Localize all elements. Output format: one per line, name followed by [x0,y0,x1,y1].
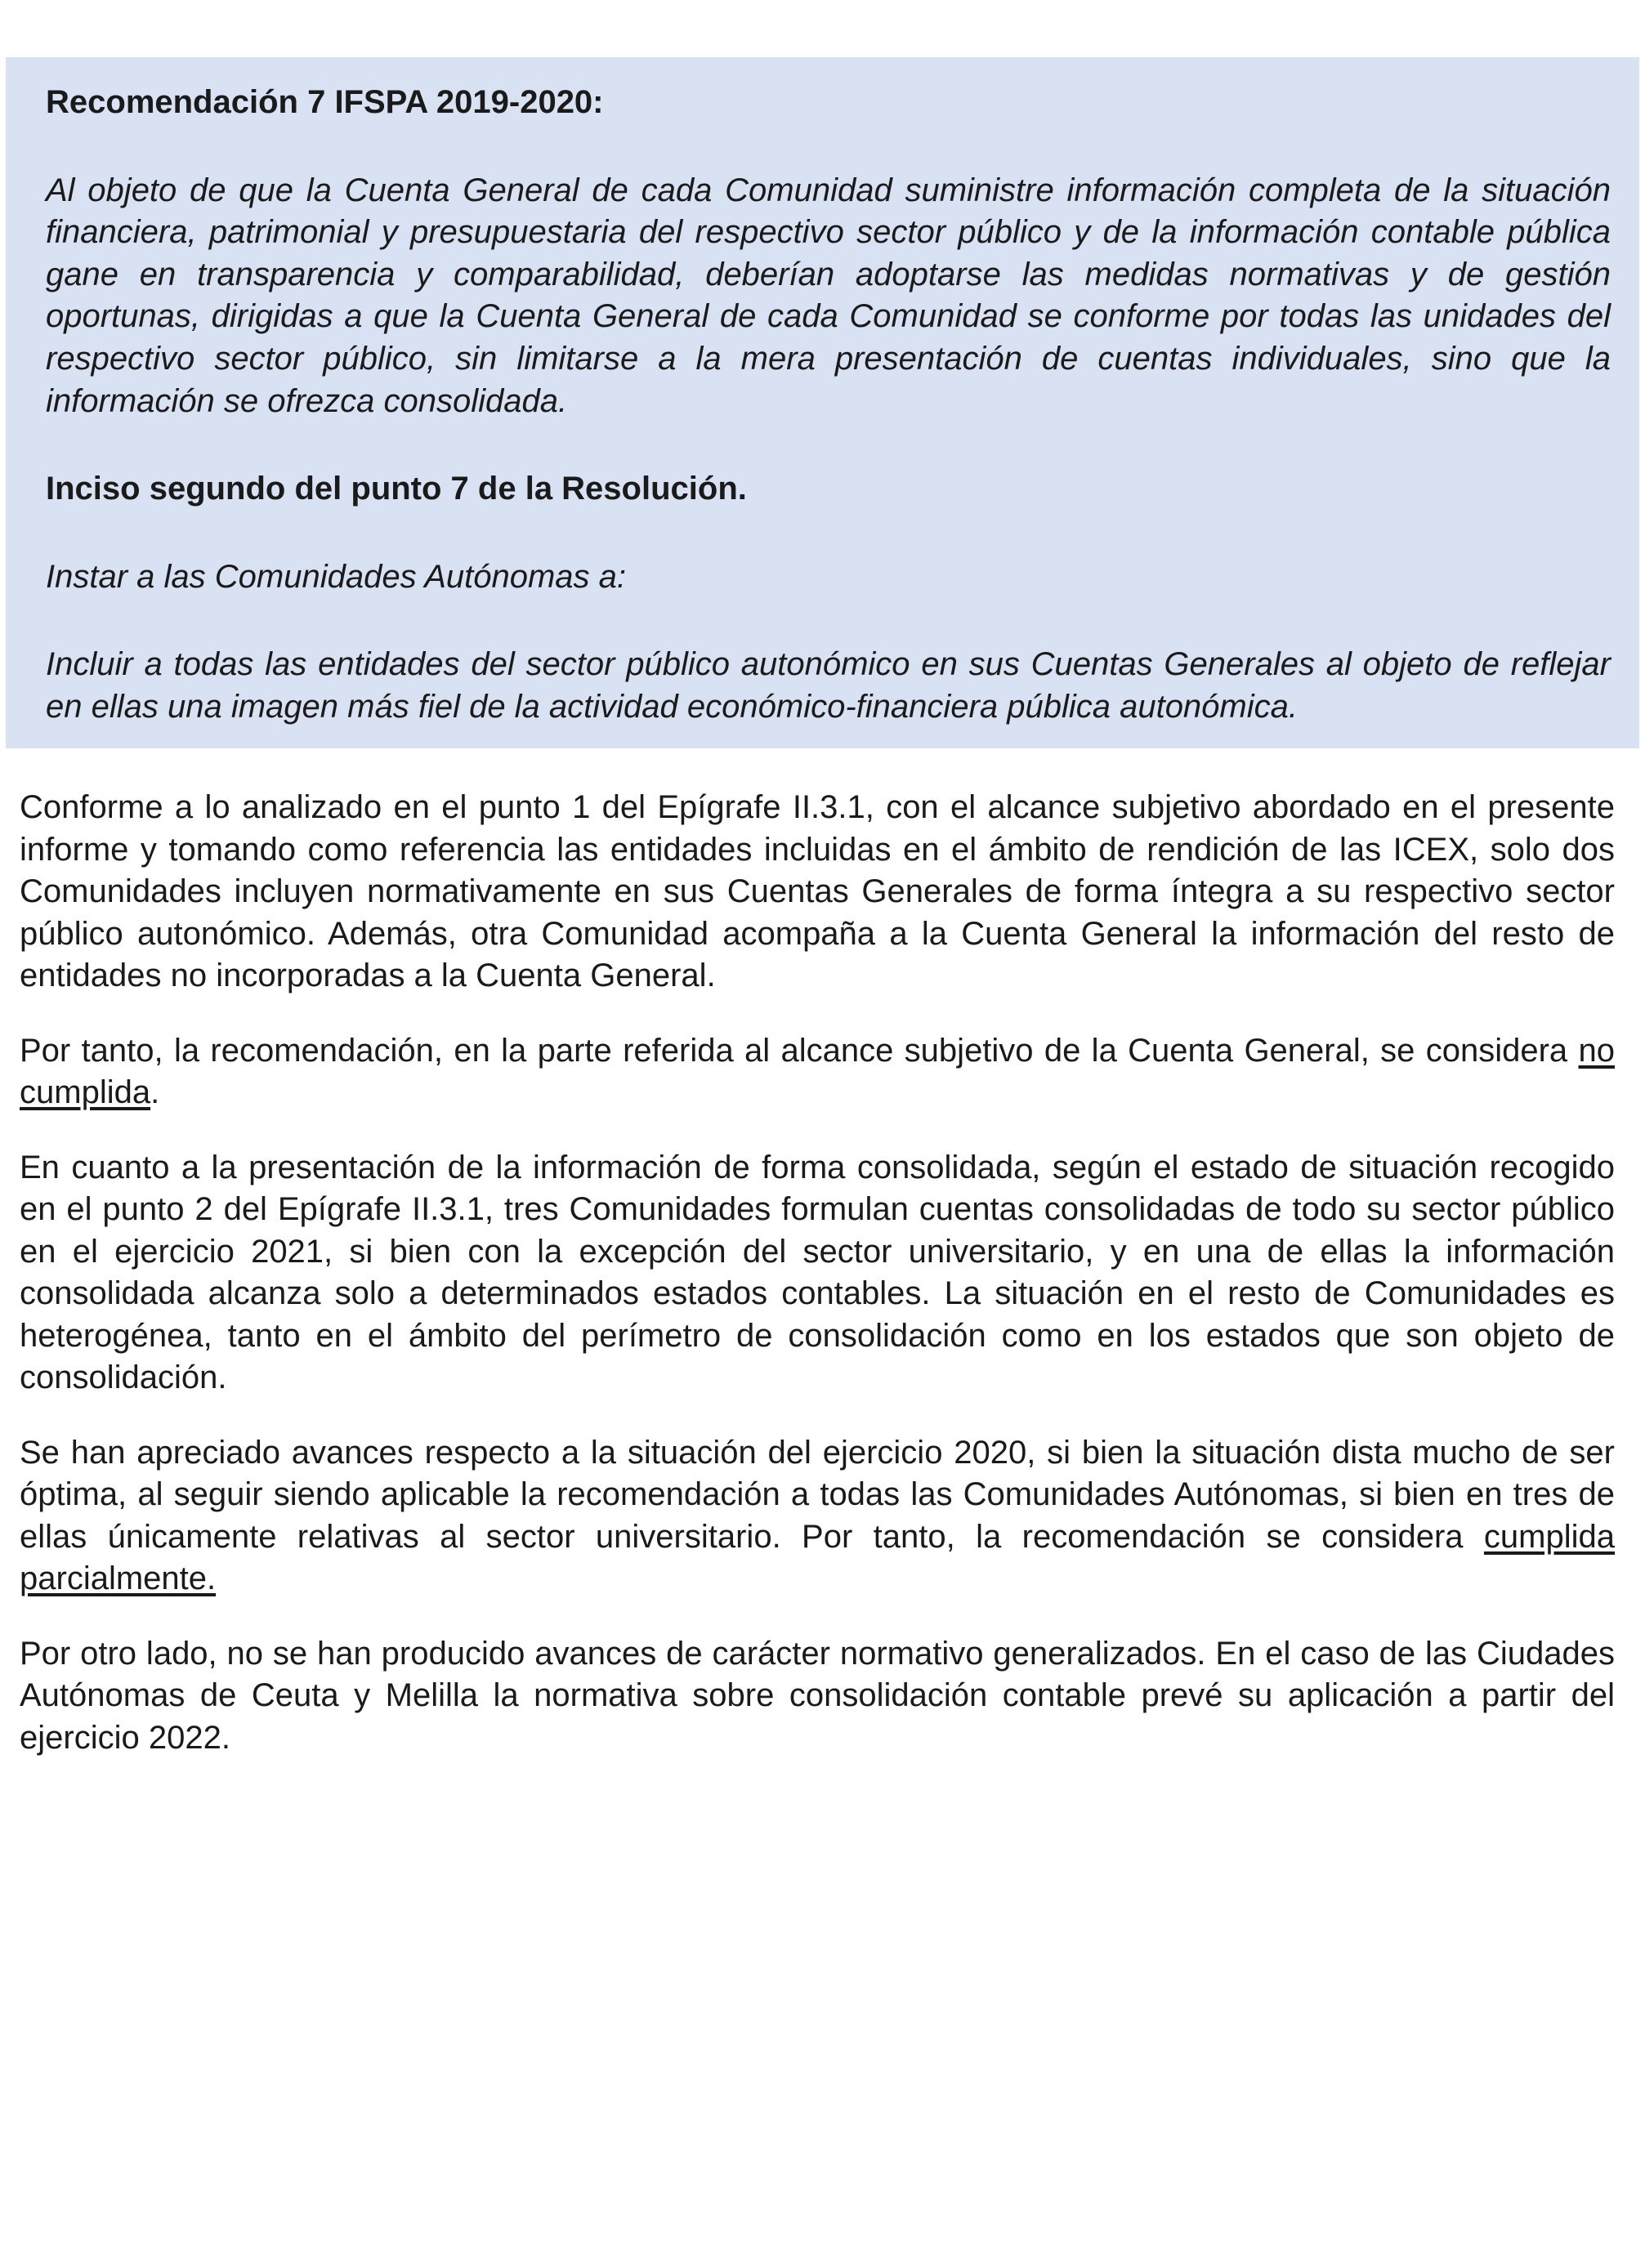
resolution-subheading: Inciso segundo del punto 7 de la Resolución. [46,471,747,507]
recommendation-title: Recomendación 7 IFSPA 2019-2020: [46,84,604,120]
paragraph-4-text: Se han apreciado avances respecto a la situación del ejercicio 2020, si bien la situación dista mucho de ser óptima, al seguir siendo aplicable la recomendación a todas las Comunidades Autónomas, si bien en tres de ellas únicamente relativas al sector universitario. Por tanto, la recomendación se considera [20,1434,1615,1555]
resolution-instruction: Instar a las Comunidades Autónomas a: [46,558,627,595]
paragraph-3: En cuanto a la presentación de la información de forma consolidada, según el estado de situación recogido en el punto 2 del Epígrafe II.3.1, tres Comunidades formulan cuentas consolidadas de todo su sector público en el ejercicio 2021, si bien con la excepción del sector universitario, y en una de ellas la información consolidada alcanza solo a determinados estados contables. La situación en el resto de Comunidades es heterogénea, tanto en el ámbito del perímetro de consolidación como en los estados que son objeto de consolidación. [20,1149,1615,1395]
assessment-body [20,787,1615,1792]
status-partially-fulfilled: cumplida parcialmente. [20,1518,1615,1596]
paragraph-4 [20,1432,1615,1601]
paragraph-5: Por otro lado, no se han producido avances de carácter normativo generalizados. En el caso de las Ciudades Autónomas de Ceuta y Melilla la normativa sobre consolidación contable prevé su aplicación a partir del ejercicio 2022. [20,1635,1615,1756]
resolution-instruction-detail: Incluir a todas las entidades del sector público autonómico en sus Cuentas Generales al objeto de reflejar en ellas una imagen más fiel de la actividad económico-financiera pública autonómica. [46,646,1611,725]
recommendation-text: Al objeto de que la Cuenta General de cada Comunidad suministre información completa de la situación financiera, patrimonial y presupuestaria del respectivo sector público y de la información contable pública gane en transparencia y comparabilidad, deberían adoptarse las medidas normativas y de gestión oportunas, dirigidas a que la Cuenta General de cada Comunidad se conforme por todas las unidades del respectivo sector público, sin limitarse a la mera presentación de cuentas individuales, sino que la información se ofrezca consolidada. [46,172,1611,419]
recommendation-callout [6,57,1639,748]
paragraph-2 [20,1030,1615,1114]
paragraph-2-end: . [150,1074,160,1110]
paragraph-2-text: Por tanto, la recomendación, en la parte referida al alcance subjetivo de la Cuenta General, se considera [20,1032,1579,1069]
paragraph-1: Conforme a lo analizado en el punto 1 del Epígrafe II.3.1, con el alcance subjetivo abordado en el presente informe y tomando como referencia las entidades incluidas en el ámbito de rendición de las ICEX, solo dos Comunidades incluyen normativamente en sus Cuentas Generales de forma íntegra a su respectivo sector público autonómico. Además, otra Comunidad acompaña a la Cuenta General la información del resto de entidades no incorporadas a la Cuenta General. [20,789,1615,993]
status-not-fulfilled: no cumplida [20,1032,1615,1110]
